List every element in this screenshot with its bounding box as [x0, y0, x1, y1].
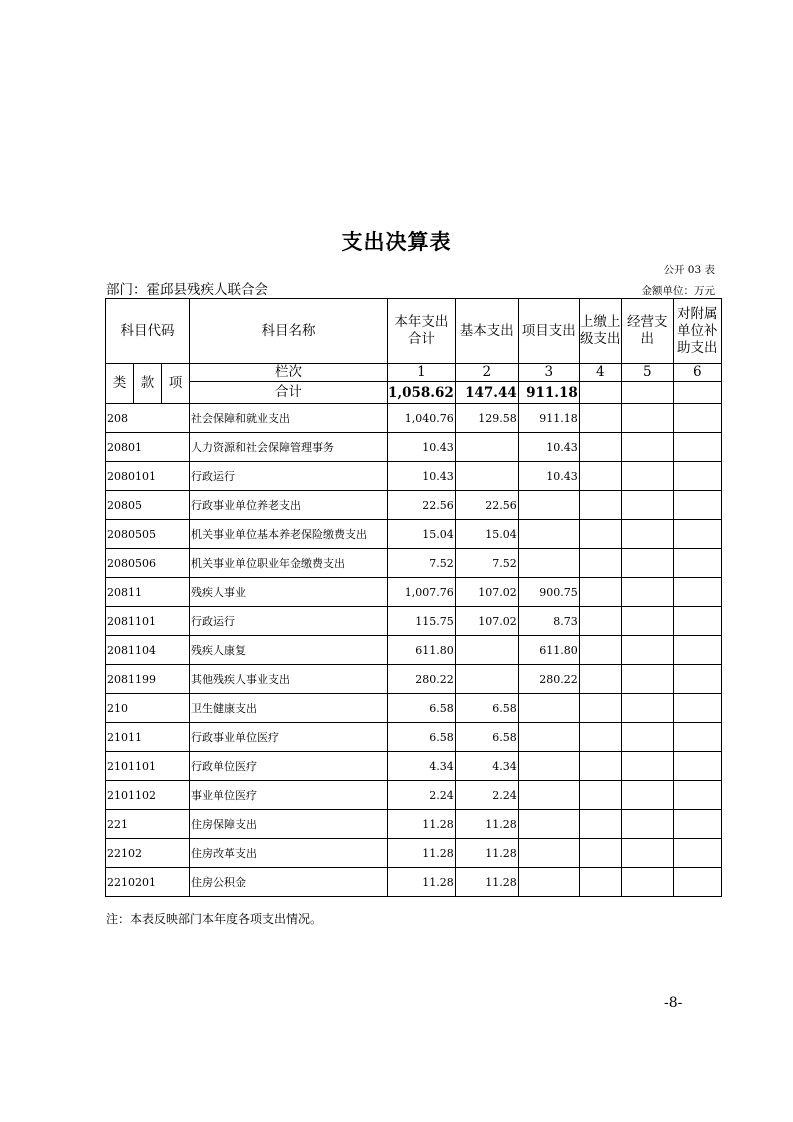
header-name: 科目名称 — [190, 299, 388, 364]
row-col3: 900.75 — [518, 578, 579, 607]
row-col6 — [673, 665, 721, 694]
row-col5 — [621, 839, 673, 868]
row-col2: 6.58 — [455, 694, 518, 723]
row-col1: 10.43 — [388, 462, 456, 491]
row-col2: 11.28 — [455, 810, 518, 839]
row-col4 — [579, 723, 621, 752]
column-number-5: 5 — [621, 364, 673, 382]
row-col6 — [673, 404, 721, 433]
expenditure-table — [105, 298, 722, 897]
row-col2 — [455, 636, 518, 665]
row-col4 — [579, 607, 621, 636]
page-title: 支出决算表 — [341, 230, 452, 254]
row-col3: 280.22 — [518, 665, 579, 694]
header-kuan: 款 — [134, 364, 162, 404]
row-name: 卫生健康支出 — [190, 694, 388, 723]
row-col3: 911.18 — [518, 404, 579, 433]
table-row — [106, 549, 722, 578]
row-col5 — [621, 752, 673, 781]
column-number-3: 3 — [518, 364, 579, 382]
table-row — [106, 404, 722, 433]
row-col5 — [621, 549, 673, 578]
row-col6 — [673, 839, 721, 868]
row-col5 — [621, 578, 673, 607]
row-col4 — [579, 462, 621, 491]
header-col2: 基本支出 — [455, 299, 518, 364]
row-col5 — [621, 665, 673, 694]
row-col4 — [579, 752, 621, 781]
row-col2: 107.02 — [455, 578, 518, 607]
table-row — [106, 433, 722, 462]
row-code: 2101102 — [106, 781, 190, 810]
row-col4 — [579, 404, 621, 433]
row-col3 — [518, 694, 579, 723]
row-col6 — [673, 491, 721, 520]
table-row — [106, 810, 722, 839]
row-col6 — [673, 549, 721, 578]
row-name: 人力资源和社会保障管理事务 — [190, 433, 388, 462]
row-code: 21011 — [106, 723, 190, 752]
row-code: 2081101 — [106, 607, 190, 636]
header-xiang: 项 — [162, 364, 190, 404]
row-code: 20801 — [106, 433, 190, 462]
row-name: 行政事业单位养老支出 — [190, 491, 388, 520]
header-col4: 上缴上级支出 — [579, 299, 621, 364]
row-col4 — [579, 549, 621, 578]
row-code: 20811 — [106, 578, 190, 607]
row-col3 — [518, 520, 579, 549]
column-number-row — [106, 364, 722, 382]
column-number-4: 4 — [579, 364, 621, 382]
header-col5: 经营支出 — [621, 299, 673, 364]
row-col3: 611.80 — [518, 636, 579, 665]
column-number-2: 2 — [455, 364, 518, 382]
header-lanci: 栏次 — [190, 364, 388, 382]
row-col3 — [518, 549, 579, 578]
row-col1: 1,007.76 — [388, 578, 456, 607]
row-col2: 6.58 — [455, 723, 518, 752]
row-name: 行政运行 — [190, 462, 388, 491]
row-col4 — [579, 433, 621, 462]
row-col3: 10.43 — [518, 462, 579, 491]
column-number-1: 1 — [388, 364, 456, 382]
row-name: 行政事业单位医疗 — [190, 723, 388, 752]
table-note: 注：本表反映部门本年度各项支出情况。 — [106, 912, 323, 926]
row-col2 — [455, 665, 518, 694]
row-col3 — [518, 781, 579, 810]
table-row — [106, 636, 722, 665]
row-col4 — [579, 491, 621, 520]
row-code: 2080505 — [106, 520, 190, 549]
row-col1: 280.22 — [388, 665, 456, 694]
row-col5 — [621, 491, 673, 520]
row-col5 — [621, 404, 673, 433]
row-col3 — [518, 723, 579, 752]
department-label: 部门：霍邱县残疾人联合会 — [106, 282, 268, 298]
row-col2 — [455, 433, 518, 462]
row-col4 — [579, 868, 621, 897]
header-lei: 类 — [106, 364, 134, 404]
row-col2: 7.52 — [455, 549, 518, 578]
row-col1: 11.28 — [388, 839, 456, 868]
row-col3 — [518, 491, 579, 520]
table-row — [106, 752, 722, 781]
header-col3: 项目支出 — [518, 299, 579, 364]
row-col3: 10.43 — [518, 433, 579, 462]
row-col4 — [579, 781, 621, 810]
row-code: 2081104 — [106, 636, 190, 665]
row-col1: 611.80 — [388, 636, 456, 665]
total-col1: 1,058.62 — [388, 382, 456, 404]
row-col3: 8.73 — [518, 607, 579, 636]
row-col4 — [579, 665, 621, 694]
amount-unit-label: 金额单位：万元 — [641, 285, 715, 297]
row-col3 — [518, 810, 579, 839]
row-code: 2080506 — [106, 549, 190, 578]
row-col6 — [673, 694, 721, 723]
row-col1: 11.28 — [388, 810, 456, 839]
total-col3: 911.18 — [518, 382, 579, 404]
row-col1: 4.34 — [388, 752, 456, 781]
row-name: 行政单位医疗 — [190, 752, 388, 781]
row-col1: 1,040.76 — [388, 404, 456, 433]
table-row — [106, 520, 722, 549]
row-col5 — [621, 520, 673, 549]
row-col2: 11.28 — [455, 868, 518, 897]
row-col2 — [455, 462, 518, 491]
row-name: 事业单位医疗 — [190, 781, 388, 810]
row-code: 208 — [106, 404, 190, 433]
header-col1: 本年支出合计 — [388, 299, 456, 364]
row-code: 2080101 — [106, 462, 190, 491]
table-row — [106, 868, 722, 897]
table-number: 公开 03 表 — [663, 264, 715, 276]
row-name: 残疾人康复 — [190, 636, 388, 665]
total-row — [106, 382, 722, 404]
row-col5 — [621, 868, 673, 897]
table-row — [106, 491, 722, 520]
row-name: 住房改革支出 — [190, 839, 388, 868]
row-name: 社会保障和就业支出 — [190, 404, 388, 433]
row-col5 — [621, 723, 673, 752]
row-name: 住房公积金 — [190, 868, 388, 897]
row-code: 2210201 — [106, 868, 190, 897]
row-col2: 129.58 — [455, 404, 518, 433]
row-col3 — [518, 839, 579, 868]
row-name: 残疾人事业 — [190, 578, 388, 607]
row-col5 — [621, 462, 673, 491]
table-row — [106, 462, 722, 491]
row-col1: 2.24 — [388, 781, 456, 810]
row-col5 — [621, 636, 673, 665]
row-col4 — [579, 694, 621, 723]
row-col4 — [579, 520, 621, 549]
row-col1: 6.58 — [388, 694, 456, 723]
table-row — [106, 723, 722, 752]
table-row — [106, 839, 722, 868]
row-col1: 115.75 — [388, 607, 456, 636]
row-col5 — [621, 607, 673, 636]
row-col6 — [673, 607, 721, 636]
row-col5 — [621, 810, 673, 839]
row-col1: 10.43 — [388, 433, 456, 462]
row-code: 210 — [106, 694, 190, 723]
row-col5 — [621, 694, 673, 723]
row-col6 — [673, 810, 721, 839]
header-row — [106, 299, 722, 364]
total-col5 — [621, 382, 673, 404]
row-col4 — [579, 839, 621, 868]
row-col4 — [579, 810, 621, 839]
column-number-6: 6 — [673, 364, 721, 382]
table-row — [106, 665, 722, 694]
row-col2: 4.34 — [455, 752, 518, 781]
row-col4 — [579, 578, 621, 607]
row-col5 — [621, 433, 673, 462]
row-col2: 15.04 — [455, 520, 518, 549]
row-col2: 107.02 — [455, 607, 518, 636]
row-name: 机关事业单位职业年金缴费支出 — [190, 549, 388, 578]
row-col6 — [673, 578, 721, 607]
header-col6: 对附属单位补助支出 — [673, 299, 721, 364]
row-code: 20805 — [106, 491, 190, 520]
total-col2: 147.44 — [455, 382, 518, 404]
row-col1: 22.56 — [388, 491, 456, 520]
row-col6 — [673, 520, 721, 549]
row-col1: 7.52 — [388, 549, 456, 578]
row-col3 — [518, 868, 579, 897]
row-col6 — [673, 636, 721, 665]
row-col6 — [673, 781, 721, 810]
table-row — [106, 694, 722, 723]
row-code: 22102 — [106, 839, 190, 868]
row-col1: 15.04 — [388, 520, 456, 549]
row-col6 — [673, 868, 721, 897]
row-name: 其他残疾人事业支出 — [190, 665, 388, 694]
row-col6 — [673, 723, 721, 752]
row-col3 — [518, 752, 579, 781]
row-col2: 22.56 — [455, 491, 518, 520]
table-row — [106, 781, 722, 810]
header-code: 科目代码 — [106, 299, 190, 364]
table-row — [106, 607, 722, 636]
row-col5 — [621, 781, 673, 810]
row-code: 221 — [106, 810, 190, 839]
row-col1: 6.58 — [388, 723, 456, 752]
row-name: 住房保障支出 — [190, 810, 388, 839]
page-number: -8- — [664, 995, 683, 1011]
row-col6 — [673, 462, 721, 491]
table-row — [106, 578, 722, 607]
row-col6 — [673, 752, 721, 781]
row-name: 行政运行 — [190, 607, 388, 636]
total-col4 — [579, 382, 621, 404]
row-col4 — [579, 636, 621, 665]
row-col2: 2.24 — [455, 781, 518, 810]
row-name: 机关事业单位基本养老保险缴费支出 — [190, 520, 388, 549]
row-col6 — [673, 433, 721, 462]
row-col1: 11.28 — [388, 868, 456, 897]
total-col6 — [673, 382, 721, 404]
total-label: 合计 — [190, 382, 388, 404]
row-code: 2081199 — [106, 665, 190, 694]
row-col2: 11.28 — [455, 839, 518, 868]
row-code: 2101101 — [106, 752, 190, 781]
